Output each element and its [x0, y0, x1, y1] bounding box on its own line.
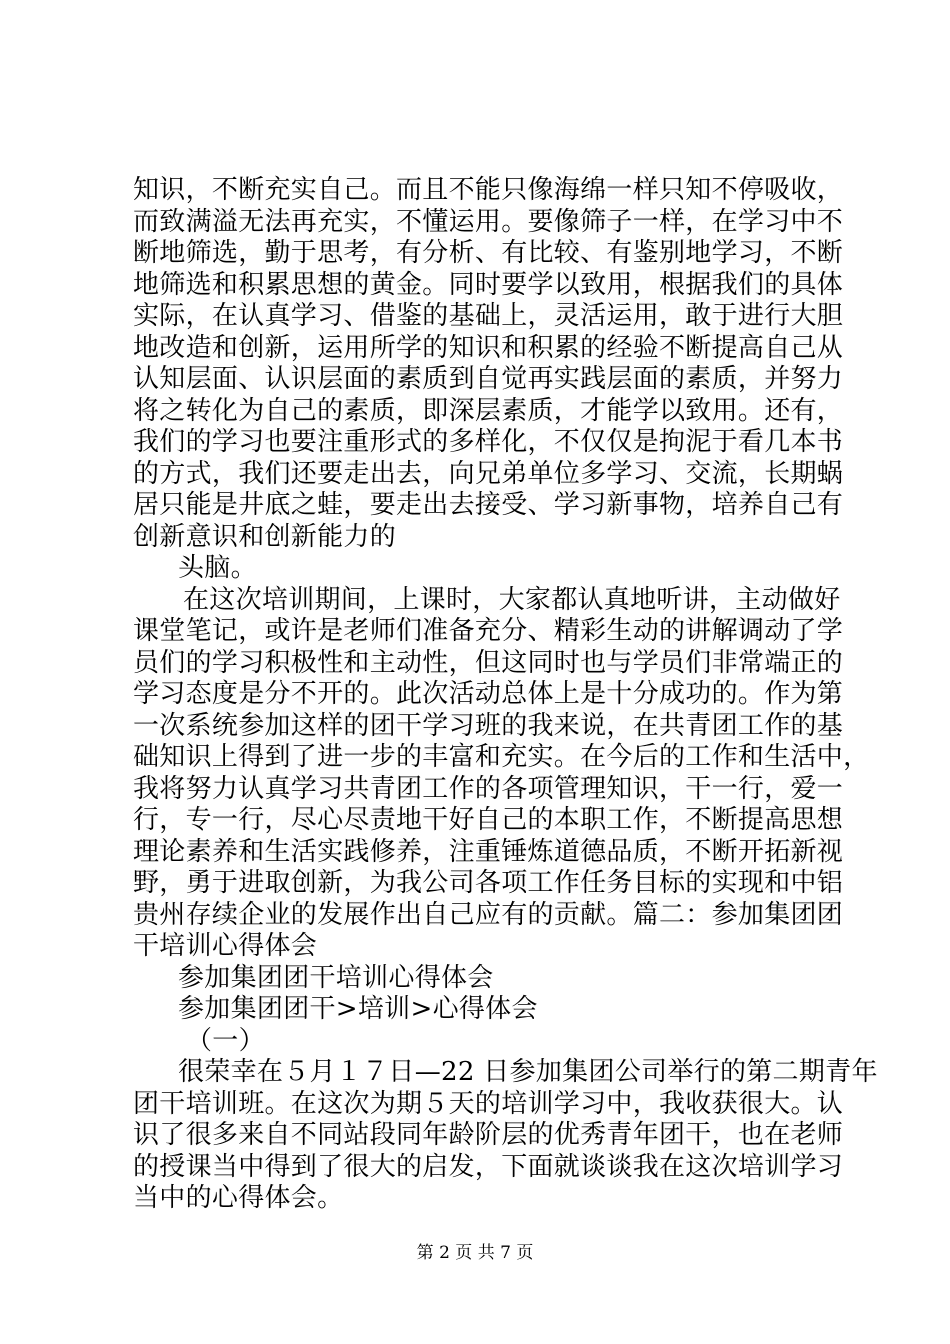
text-line: 我将努力认真学习共青团工作的各项管理知识，干一行，爱一 [133, 774, 844, 804]
text-line: 一次系统参加这样的团干学习班的我来说，在共青团工作的基 [133, 711, 844, 741]
text-line: 头脑。 [178, 553, 257, 583]
text-line: 识了很多来自不同站段同年龄阶层的优秀青年团干，也在老师 [133, 1120, 844, 1150]
text-line: 断地筛选，勤于思考，有分析、有比较、有鉴别地学习，不断 [133, 238, 844, 268]
section-number: （一） [186, 1026, 265, 1056]
text-line: 干培训心得体会 [133, 931, 318, 961]
text-line: 我们的学习也要注重形式的多样化，不仅仅是拘泥于看几本书 [133, 427, 844, 457]
text-line: 野，勇于进取创新，为我公司各项工作任务目标的实现和中铝 [133, 868, 844, 898]
text-line: 行，专一行，尽心尽责地干好自己的本职工作，不断提高思想 [133, 805, 844, 835]
text-line: 将之转化为自己的素质，即深层素质，才能学以致用。还有， [133, 396, 844, 426]
text-line: 地筛选和积累思想的黄金。同时要学以致用，根据我们的具体 [133, 270, 844, 300]
text-line: 地改造和创新，运用所学的知识和积累的经验不断提高自己从 [133, 333, 844, 363]
text-line: 居只能是井底之蛙，要走出去接受、学习新事物，培养自己有 [133, 490, 844, 520]
paragraph-start: 在这次培训期间，上课时，大家都认真地听讲，主动做好 [183, 585, 841, 615]
text-line: 础知识上得到了进一步的丰富和充实。在今后的工作和生活中， [133, 742, 870, 772]
text-line: 创新意识和创新能力的 [133, 522, 397, 552]
text-line: 的授课当中得到了很大的启发，下面就谈谈我在这次培训学习 [133, 1152, 844, 1182]
text-line: 当中的心得体会。 [133, 1183, 344, 1213]
text-line: 团干培训班。在这次为期５天的培训学习中，我收获很大。认 [133, 1089, 844, 1119]
text-line: 课堂笔记，或许是老师们准备充分、精彩生动的讲解调动了学 [133, 616, 844, 646]
text-line: 认知层面、认识层面的素质到自觉再实践层面的素质，并努力 [133, 364, 844, 394]
section-subtitle: 参加集团团干>培训>心得体会 [178, 994, 538, 1024]
text-line: 的方式，我们还要走出去，向兄弟单位多学习、交流，长期蜗 [133, 459, 844, 489]
text-line: 实际，在认真学习、借鉴的基础上，灵活运用，敢于进行大胆 [133, 301, 844, 331]
paragraph-start: 很荣幸在５月１７日—22 日参加集团公司举行的第二期青年 [178, 1057, 878, 1087]
text-line: 学习态度是分不开的。此次活动总体上是十分成功的。作为第 [133, 679, 844, 709]
text-line: 贵州存续企业的发展作出自己应有的贡献。篇二：参加集团团 [133, 900, 844, 930]
text-line: 理论素养和生活实践修养，注重锤炼道德品质，不断开拓新视 [133, 837, 844, 867]
text-line: 员们的学习积极性和主动性，但这同时也与学员们非常端正的 [133, 648, 844, 678]
page-number-footer: 第 2 页 共 7 页 [416, 1243, 534, 1263]
text-line: 知识，不断充实自己。而且不能只像海绵一样只知不停吸收， [133, 175, 844, 205]
section-title: 参加集团团干培训心得体会 [178, 963, 494, 993]
text-line: 而致满溢无法再充实，不懂运用。要像筛子一样，在学习中不 [133, 207, 844, 237]
